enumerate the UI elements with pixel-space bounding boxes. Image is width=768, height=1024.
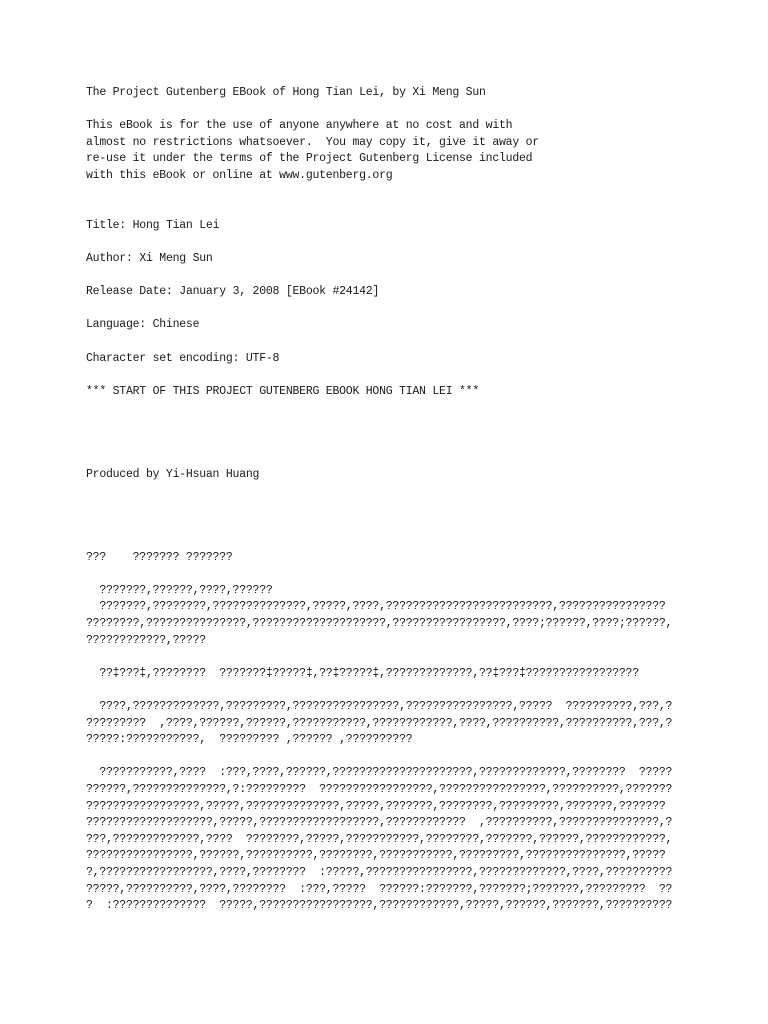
spacer: [86, 400, 756, 466]
spacer: [86, 268, 756, 285]
ebook-text: [86, 85, 756, 915]
spacer: [86, 682, 756, 699]
encoding-line: [86, 351, 756, 368]
license-line: re-use it under the terms of the Project Gutenberg License included: [86, 152, 533, 166]
author-line: [86, 251, 756, 268]
language-value: Chinese: [152, 318, 200, 332]
start-marker: *** START OF THIS PROJECT GUTENBERG EBOOK HONG TIAN LEI ***: [86, 384, 480, 398]
release-date-line: [86, 284, 756, 301]
text-line: ??‡???‡,???????? ???????‡?????‡,??‡?????‡,?????????????,??‡???‡?????????????????: [86, 666, 639, 680]
text-line: ?????????????????,?????,??????????????,?????,???????,????????,?????????,???????,???????: [86, 799, 666, 813]
license-line: almost no restrictions whatsoever. You may copy it, give it away or: [86, 135, 539, 149]
spacer: [86, 102, 756, 119]
text-line: ????,?????????????,?????????,????????????????,????????????????,????? ??????????,???,?: [86, 700, 673, 713]
produced-by-line: Produced by Yi-Hsuan Huang: [86, 467, 260, 481]
text-line: ?????,??????????,????,???????? :???,????? ??????:???????,???????;???????,????????? ??: [86, 882, 673, 896]
text-line: ?????:???????????, ????????? ,?????? ,??????????: [86, 733, 413, 747]
license-line: This eBook is for the use of anyone anywhere at no cost and with: [86, 119, 513, 133]
text-line: ????????????,?????: [86, 633, 206, 647]
license-line: with this eBook or online at www.gutenberg.org: [86, 168, 393, 182]
spacer: [86, 749, 756, 766]
text-line: ????????,???????????????,????????????????????,?????????????????,????;??????,????;??????,: [86, 617, 673, 631]
spacer: [86, 334, 756, 351]
language-line: [86, 317, 756, 334]
title-value: Hong Tian Lei: [132, 218, 220, 232]
release-date-value: January 3, 2008 [EBook #24142]: [179, 285, 380, 299]
spacer: [86, 234, 756, 251]
paragraph: [86, 699, 756, 749]
license-notice: [86, 118, 756, 184]
text-line: ????????????????,??????,??????????,????????,???????????,?????????,???????????????,?????: [86, 849, 666, 863]
text-line: ???????????,???? :???,????,??????,?????????????????????,?????????????,???????? ?????: [86, 766, 673, 780]
language-label: Language:: [86, 318, 146, 332]
spacer: [86, 483, 756, 549]
chapter-heading: ??? ??????? ???????: [86, 550, 233, 564]
spacer: [86, 367, 756, 384]
spacer: [86, 566, 756, 583]
author-value: Xi Meng Sun: [139, 251, 213, 265]
paragraph: [86, 583, 756, 649]
release-date-label: Release Date:: [86, 285, 173, 299]
spacer: [86, 649, 756, 666]
title-label: Title:: [86, 218, 126, 232]
text-line: ??????,??????????????,?:????????? ?????????????????,????????????????,??????????,???????: [86, 782, 673, 796]
text-line: ? :?????????????? ?????,?????????????????,????????????,?????,??????,???????,??????????: [86, 899, 673, 913]
title-line: [86, 218, 756, 235]
text-line: ????????? ,????,??????,??????,???????????,????????????,????,??????????,??????????,???,?: [86, 716, 673, 730]
author-label: Author:: [86, 251, 133, 265]
text-line: ???,?????????????,???? ????????,?????,???????????,????????,???????,??????,????????????,: [86, 832, 673, 846]
paragraph: [86, 765, 756, 914]
paragraph: [86, 666, 756, 683]
encoding-label: Character set encoding:: [86, 351, 240, 365]
text-line: ?,?????????????????,????,???????? :?????,????????????????,?????????????,????,??????????: [86, 865, 673, 879]
spacer: [86, 185, 756, 218]
header-line: The Project Gutenberg EBook of Hong Tian Lei, by Xi Meng Sun: [86, 86, 486, 99]
text-line: ???????,????????,??????????????,?????,????,?????????????????????????,????????????????: [86, 600, 666, 614]
text-line: ???????????????????,?????,??????????????????,???????????? ,??????????,???????????????,?: [86, 816, 673, 830]
spacer: [86, 301, 756, 318]
text-line: ???????,??????,????,??????: [86, 583, 273, 597]
encoding-value: UTF-8: [245, 351, 280, 365]
